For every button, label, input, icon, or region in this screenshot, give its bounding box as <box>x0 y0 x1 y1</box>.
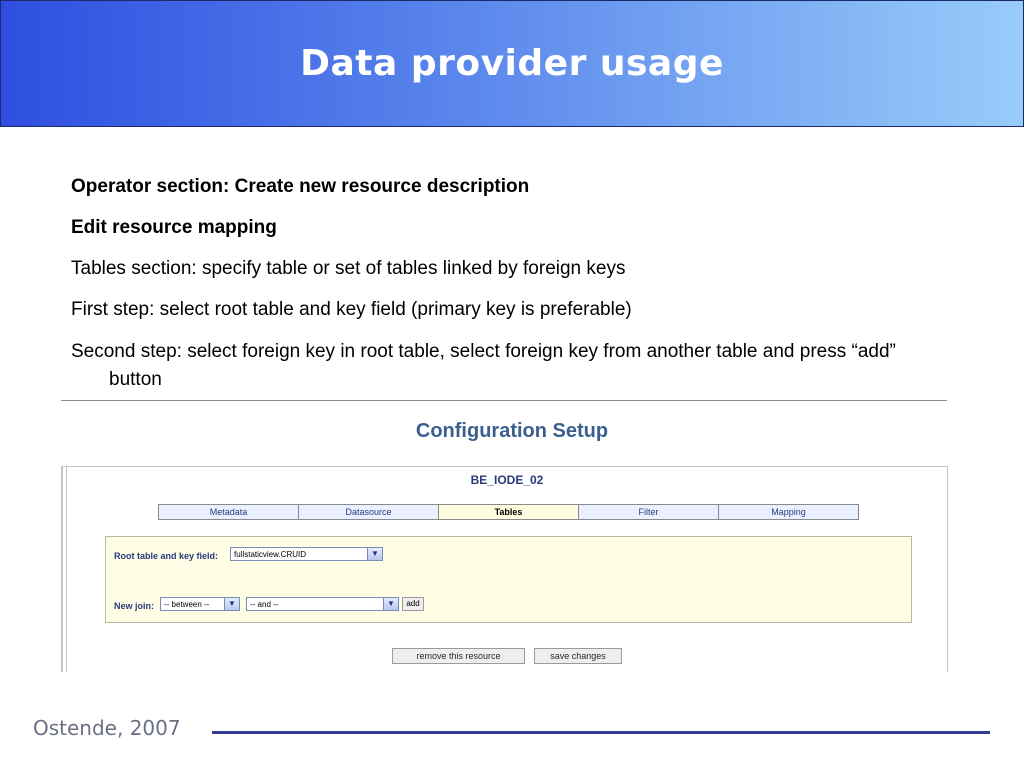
add-join-button[interactable]: add <box>402 597 424 611</box>
config-heading: Configuration Setup <box>415 420 609 442</box>
root-table-label: Root table and key field: <box>114 551 219 561</box>
config-screenshot <box>61 466 948 672</box>
chevron-down-icon: ▼ <box>383 598 398 610</box>
join-and-select[interactable] <box>246 597 399 611</box>
tab-datasource[interactable]: Datasource <box>299 505 439 519</box>
bullet-operator-section: Operator section: Create new resource description <box>71 176 530 197</box>
bullet-edit-mapping: Edit resource mapping <box>71 217 277 238</box>
bullet-tables-section: Tables section: specify table or set of tables linked by foreign keys <box>71 258 626 279</box>
join-and-value: -- and -- <box>250 600 279 609</box>
save-changes-button[interactable]: save changes <box>534 648 622 664</box>
resource-name: BE_IODE_02 <box>470 473 544 487</box>
slide-title: Data provider usage <box>300 43 724 84</box>
tab-mapping[interactable]: Mapping <box>771 507 806 517</box>
bullet-second-step: Second step: select foreign key in root table, select foreign key from another table and press “add” button <box>71 341 896 390</box>
join-between-select[interactable] <box>160 597 240 611</box>
config-frame <box>66 467 947 672</box>
divider <box>61 400 947 401</box>
root-table-value: fullstaticview.CRUID <box>234 550 307 559</box>
tab-tables[interactable]: Tables <box>439 505 579 519</box>
new-join-label: New join: <box>114 601 154 611</box>
chevron-down-icon: ▼ <box>367 548 382 560</box>
bullet-first-step: First step: select root table and key field (primary key is preferable) <box>71 299 632 320</box>
chevron-down-icon: ▼ <box>224 598 239 610</box>
root-table-select[interactable] <box>230 547 383 561</box>
bullet-list <box>71 174 951 409</box>
config-tab-bar <box>158 504 859 520</box>
tab-filter[interactable]: Filter <box>579 505 719 519</box>
title-banner <box>0 0 1024 127</box>
remove-resource-button[interactable]: remove this resource <box>392 648 525 664</box>
footer-location-date: Ostende, 2007 <box>33 716 181 740</box>
tables-panel <box>105 536 912 623</box>
tab-metadata[interactable]: Metadata <box>159 505 299 519</box>
join-between-value: -- between -- <box>164 600 210 609</box>
footer-rule <box>212 731 990 734</box>
